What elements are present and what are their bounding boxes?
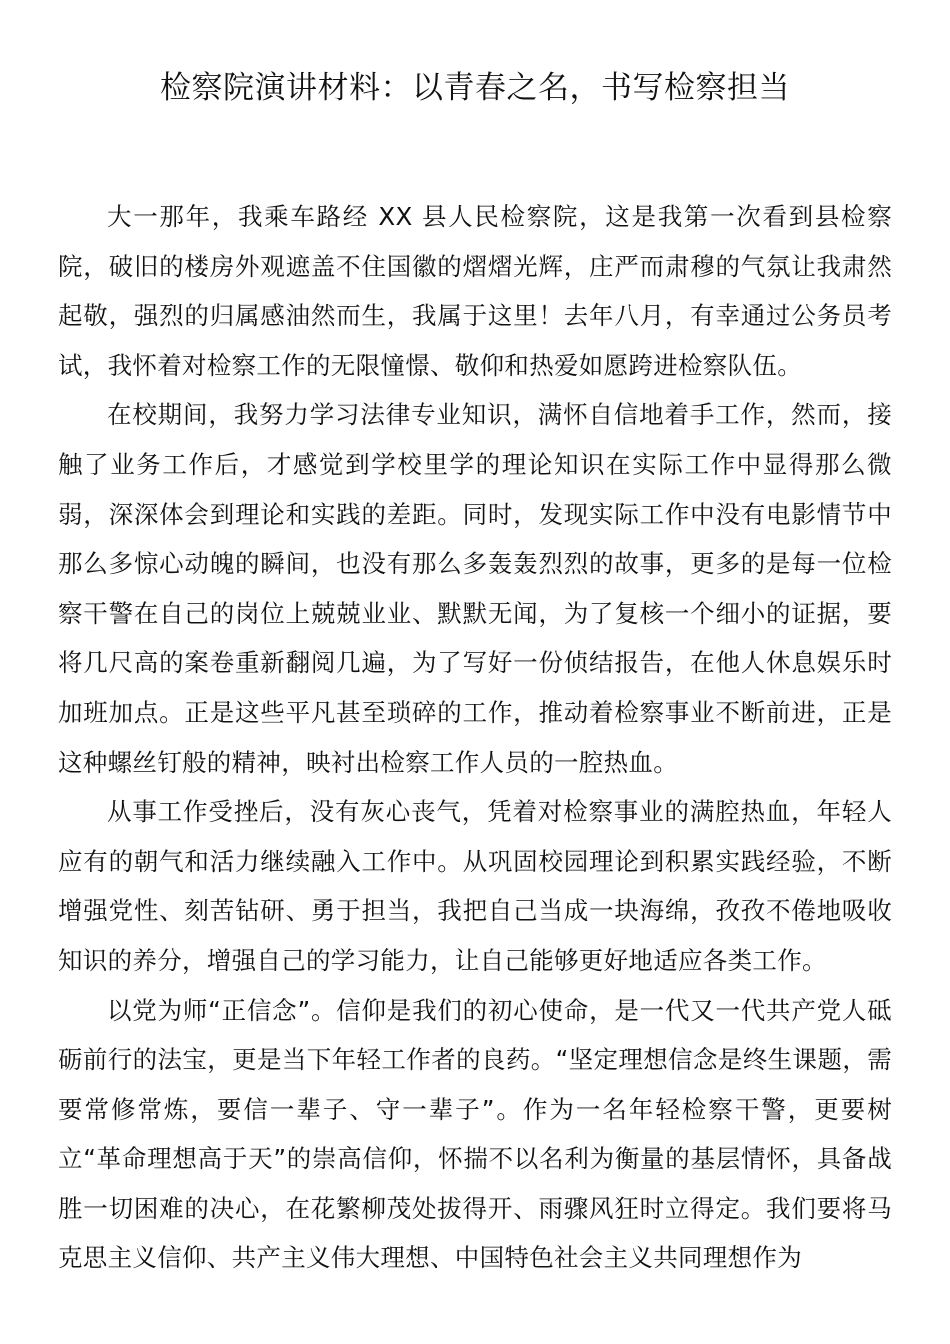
- document-title: 检察院演讲材料：以青春之名，书写检察担当: [160, 70, 790, 106]
- paragraph-1: 大一那年，我乘车路经 XX 县人民检察院，这是我第一次看到县检察院，破旧的楼房外观遮盖不住国徽的熠熠光辉，庄严而肃穆的气氛让我肃然起敬，强烈的归属感油然而生，我属于这里！去年八月，有幸通过公务员考试，我怀着对检察工作的无限憧憬、敬仰和热爱如愿跨进检察队伍。: [58, 202, 892, 380]
- paragraph-2: 在校期间，我努力学习法律专业知识，满怀自信地着手工作，然而，接触了业务工作后，才感觉到学校里学的理论知识在实际工作中显得那么微弱，深深体会到理论和实践的差距。同时，发现实际工作中没有电影情节中那么多惊心动魄的瞬间，也没有那么多轰轰烈烈的故事，更多的是每一位检察干警在自己的岗位上兢兢业业、默默无闻，为了复核一个细小的证据，要将几尺高的案卷重新翻阅几遍，为了写好一份侦结报告，在他人休息娱乐时加班加点。正是这些平凡甚至琐碎的工作，推动着检察事业不断前进，正是这种螺丝钉般的精神，映衬出检察工作人员的一腔热血。: [58, 400, 892, 777]
- document-body: [58, 192, 892, 1283]
- paragraph-4: 以党为师“正信念”。信仰是我们的初心使命，是一代又一代共产党人砥砺前行的法宝，更是当下年轻工作者的良药。“坚定理想信念是终生课题，需要常修常炼，要信一辈子、守一辈子”。作为一名年轻检察干警，更要树立“革命理想高于天”的崇高信仰，怀揣不以名利为衡量的基层情怀，具备战胜一切困难的决心，在花繁柳茂处拔得开、雨骤风狂时立得定。我们要将马克思主义信仰、共产主义伟大理想、中国特色社会主义共同理想作为: [58, 995, 892, 1273]
- paragraph-3: 从事工作受挫后，没有灰心丧气，凭着对检察事业的满腔热血，年轻人应有的朝气和活力继续融入工作中。从巩固校园理论到积累实践经验，不断增强党性、刻苦钻研、勇于担当，我把自己当成一块海绵，孜孜不倦地吸收知识的养分，增强自己的学习能力，让自己能够更好地适应各类工作。: [58, 797, 892, 975]
